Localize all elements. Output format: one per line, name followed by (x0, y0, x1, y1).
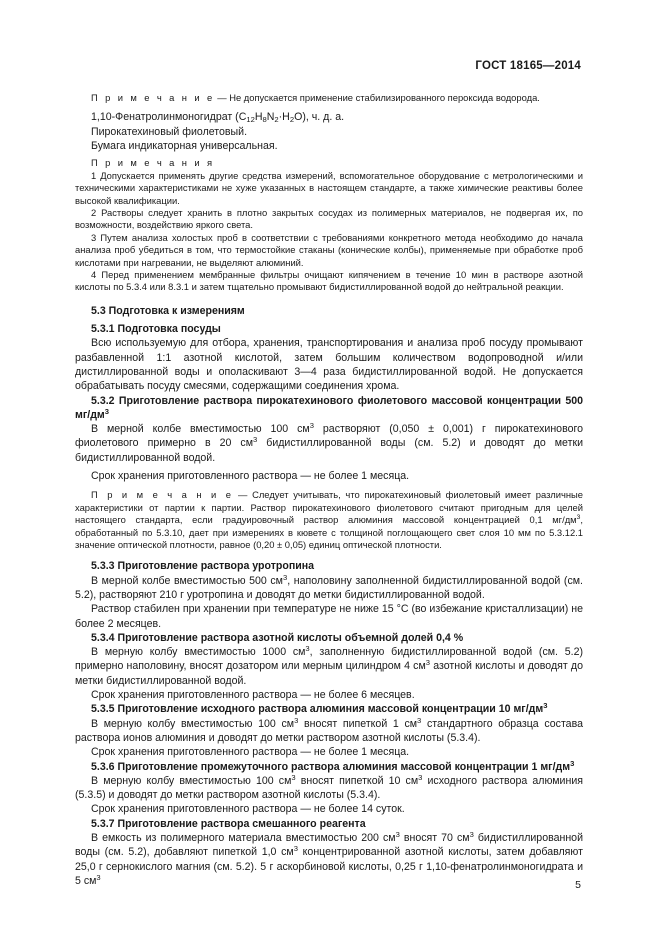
section-5-3-2-note: П р и м е ч а н и е — Следует учитывать, что пирокатехиновый фиолетовый имеет различные характеристики от партии к партии. Раствор пирокатехинового фиолетового считают пригодным для целей настоящего стандарта, если градуировочный раствор алюминия массовой концентрацией 0,1 $мг/дм^3$, обработанный по 5.3.10, дает при измерениях в кювете с толщиной поглощающего свет слоя 10 мм по 5.3.12.1 значение оптической плотности, равное (0,20 ± 0,05) единиц оптической плотности. (75, 489, 583, 550)
section-5-3-4-title: 5.3.4 Приготовление раствора азотной кислоты объемной долей 0,4 % (91, 631, 464, 644)
section-5-3-1-title: 5.3.1 Подготовка посуды (91, 323, 221, 336)
page-number: 5 (575, 879, 581, 891)
section-5-3-1-text: Всю используемую для отбора, хранения, транспортирования и анализа проб посуду промывают разбавленной 1:1 азотной кислотой, затем большим количеством водопроводной и/или дистиллированной воды и ополаскивают 3—4 раза бидистиллированной водой. Не допускается обрабатывать посуду смесями, содержащими соединения хрома. (75, 337, 583, 393)
section-5-3-6-text: В мерную колбу вместимостью 100 $см^3$ вносят пипеткой 10 $см^3$ исходного раствора алюминия (5.3.5) и доводят до метки раствором азотной кислоты (5.3.4). (75, 772, 583, 802)
section-5-3-2-storage: Срок хранения приготовленного раствора — не более 1 месяца. (91, 470, 410, 483)
section-5-3-2-title: 5.3.2 Приготовление раствора пирокатехинового фиолетового массовой концентрации 500 $мг/дм^3$ (75, 394, 583, 421)
section-5-3-7-title: 5.3.7 Приготовление раствора смешанного реагента (91, 817, 366, 830)
section-5-3-5-storage: Срок хранения приготовленного раствора — не более 1 месяца. (91, 746, 410, 759)
reagent-phenanthroline: 1,10-Фенатролинмоногидрат $(C_{12}H_8N_2\cdot H_2O)$, ч. д. а. (91, 111, 345, 125)
document-code: ГОСТ 18165—2014 (475, 60, 581, 72)
section-5-3-3-text: В мерной колбе вместимостью 500 $см^3$, наполовину заполненной бидистиллированной водой (см. 5.2), растворяют 210 г уротропина и доводят до метки бидистиллированной водой. (75, 572, 583, 601)
section-5-3-7-text: В емкость из полимерного материала вместимостью 200 $см^3$ вносят 70 $см^3$ бидистиллированной воды (см. 5.2), добавляют пипеткой 1,0 $см^3$ концентрированной азотной кислоты, затем добавляют 25,0 г сернокислого магния (см. 5.2). 5 г аскорбиновой кислоты, 0,25 г 1,10-фенатролинмоногидрата и 5 $см^3$ (75, 830, 583, 887)
section-5-3-5-text: В мерную колбу вместимостью 100 $см^3$ вносят пипеткой 1 $см^3$ стандартного образца состава раствора ионов алюминия и доводят до метки раствором азотной кислоты (5.3.4). (75, 715, 583, 744)
page-content (75, 92, 583, 888)
note-1: 1 Допускается применять другие средства измерений, вспомогательное оборудование с метрологическими и техническими характеристиками не хуже указанных в настоящем стандарте, а также химические реактивы более высокой квалификации. (75, 169, 583, 206)
section-5-3-4-text: В мерную колбу вместимостью 1000 $см^3$, заполненную бидистиллированной водой (см. 5.2) примерно наполовину, вносят дозатором или мерным цилиндром 4 $см^3$ азотной кислоты и доводят до метки бидистиллированной водой. (75, 644, 583, 687)
reagent-indicator-paper: Бумага индикаторная универсальная. (91, 140, 278, 152)
note-label: П р и м е ч а н и е (91, 92, 215, 103)
note-2: 2 Растворы следует хранить в плотно закрытых сосудах из полимерных материалов, не подвергая их, по возможности, воздействию яркого света. (75, 206, 583, 231)
note-text: — Не допускается применение стабилизированного пероксида водорода. (214, 92, 540, 103)
section-5-3-6-storage: Срок хранения приготовленного раствора — не более 14 суток. (91, 803, 405, 816)
section-5-3-6-title: 5.3.6 Приготовление промежуточного раствора алюминия массовой концентрации 1 $мг/дм^3$ (91, 758, 575, 773)
section-5-3-4-storage: Срок хранения приготовленного раствора — не более 6 месяцев. (91, 689, 415, 702)
section-5-3-5-title: 5.3.5 Приготовление исходного раствора алюминия массовой концентрации 10 $мг/дм^3$ (91, 701, 548, 716)
reagent-pyrocatechol: Пирокатехиновый фиолетовый. (91, 125, 248, 138)
notes-title: П р и м е ч а н и я (91, 157, 215, 169)
note-peroxide (75, 92, 583, 104)
section-5-3-3-stability: Раствор стабилен при хранении при температуре не ниже 15 °С (во избежание кристаллизации) не более 2 месяцев. (75, 603, 583, 630)
section-5-3-2-text: В мерной колбе вместимостью 100 $см^3$ растворяют (0,050 ± 0,001) г пирокатехинового фиолетового примерно в 20 $см^3$ бидистиллированной воды (см. 5.2) и доводят до метки бидистиллированной водой. (75, 421, 583, 464)
note-3: 3 Путем анализа холостых проб в соответствии с требованиями конкретного метода необходимо до начала анализа проб убедиться в том, что термостойкие стаканы (конические колбы), применяемые при обработке проб кислотами при нагревании, не выделяют алюминий. (75, 231, 583, 268)
section-5-3-3-title: 5.3.3 Приготовление раствора уротропина (91, 560, 315, 573)
section-5-3-title: 5.3 Подготовка к измерениям (91, 304, 245, 317)
note-4: 4 Перед применением мембранные фильтры очищают кипячением в течение 10 мин в растворе азотной кислоты по 5.3.4 или 8.3.1 и затем тщательно промывают бидистиллированной водой до нейтральной реакции. (75, 268, 583, 293)
